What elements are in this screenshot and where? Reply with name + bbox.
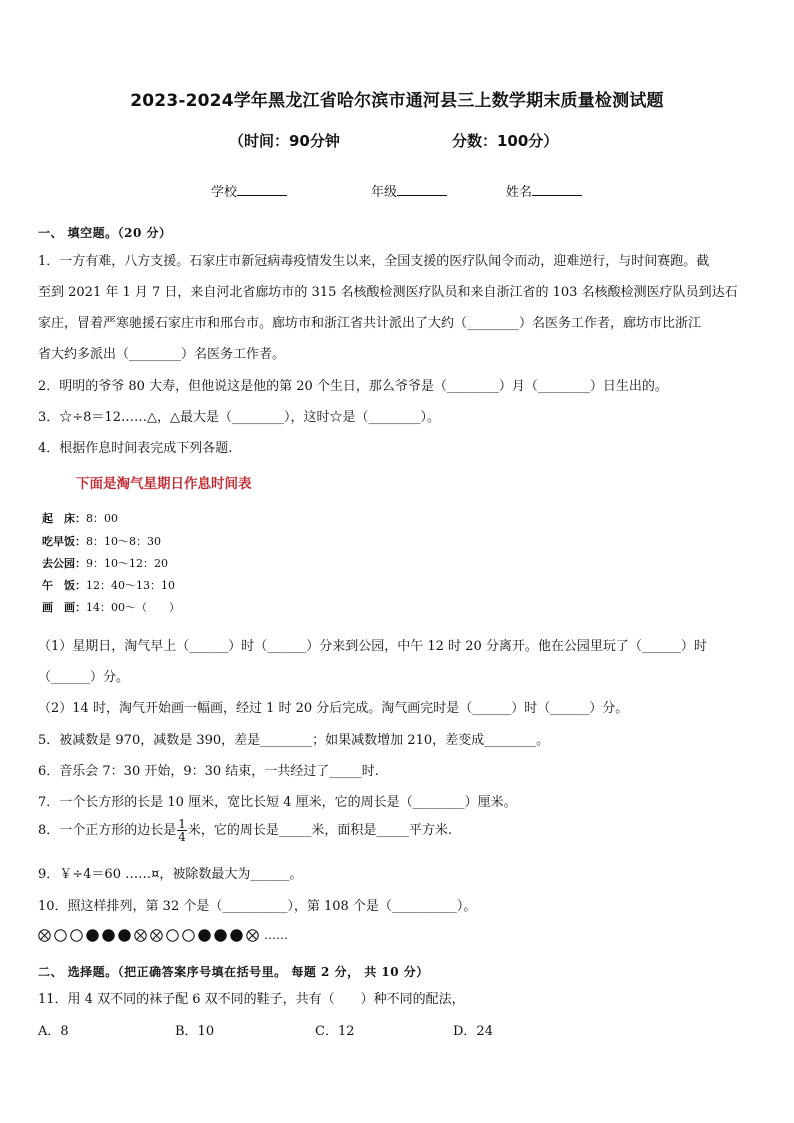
schedule-value: 14：00～（ ）: [86, 601, 180, 614]
section-1-heading: 一、 填空题。（20 分）: [38, 226, 172, 240]
option-b[interactable]: B．10: [175, 1024, 215, 1039]
q4-sub2: （2）14 时，淘气开始画一幅画，经过 1 时 20 分后完成。淘气画完时是（______）时（______）分。: [38, 701, 629, 716]
school-field: [211, 181, 287, 200]
grade-blank[interactable]: [397, 181, 447, 196]
option-d[interactable]: D．24: [453, 1024, 493, 1039]
schedule-label: 吃早饭：: [42, 535, 86, 548]
school-label: 学校: [211, 185, 238, 200]
schedule-title: 下面是淘气星期日作息时间表: [76, 476, 252, 492]
schedule-row: [42, 510, 118, 526]
schedule-value: 8：00: [86, 512, 118, 525]
option-c[interactable]: C．12: [315, 1024, 355, 1039]
schedule-row: [42, 555, 168, 571]
q6: 6．音乐会 7：30 开始，9：30 结束，一共经过了_____时.: [38, 764, 379, 779]
name-blank[interactable]: [532, 181, 582, 196]
filled-circle-icon: [86, 929, 99, 942]
pattern-sequence: [38, 928, 288, 942]
schedule-label: 起 床：: [42, 512, 86, 525]
filled-circle-icon: [230, 929, 243, 942]
exam-score: 分数：100分）: [452, 132, 559, 150]
q8-prefix: 8．一个正方形的边长是: [38, 823, 177, 838]
schedule-label: 去公园：: [42, 557, 86, 570]
schedule-value: 8：10～8：30: [86, 535, 161, 548]
schedule-value: 9：10～12：20: [86, 557, 168, 570]
q11-text: 11．用 4 双不同的袜子配 6 双不同的鞋子，共有（ ）种不同的配法，: [38, 992, 465, 1007]
option-a[interactable]: A．8: [38, 1024, 69, 1039]
name-label: 姓名: [506, 185, 533, 200]
q7: 7．一个长方形的长是 10 厘米，宽比长短 4 厘米，它的周长是（________）厘米。: [38, 795, 517, 810]
schedule-row: [42, 577, 175, 593]
fraction-numerator: 1: [178, 817, 186, 831]
school-blank[interactable]: [237, 181, 287, 196]
q2: 2．明明的爷爷 80 大寿，但他说这是他的第 20 个生日，那么爷爷是（________）月（________）日生出的。: [38, 379, 668, 394]
schedule-row: [42, 599, 180, 615]
name-field: [506, 181, 582, 200]
page-title: 2023-2024学年黑龙江省哈尔滨市通河县三上数学期末质量检测试题: [130, 91, 664, 111]
q10-text: 10．照这样排列，第 32 个是（__________），第 108 个是（__________）。: [38, 899, 477, 914]
schedule-row: [42, 533, 161, 549]
filled-circle-icon: [118, 929, 131, 942]
grade-label: 年级: [371, 185, 398, 200]
q1-line3: 家庄，冒着严寒驰援石家庄市和邢台市。廊坊市和浙江省共计派出了大约（________）名医务工作者，廊坊市比浙江: [38, 316, 702, 331]
q8: [38, 818, 452, 843]
fraction-denominator: 4: [178, 830, 186, 844]
filled-circle-icon: [214, 929, 227, 942]
empty-circle-icon: [182, 929, 195, 942]
pattern-ellipsis: ……: [264, 928, 288, 942]
crossed-circle-icon: [246, 929, 259, 942]
q5: 5．被减数是 970，减数是 390，差是________；如果减数增加 210，差变成________。: [38, 733, 550, 748]
q4-sub1-line1: （1）星期日，淘气早上（______）时（______）分来到公园，中午 12 时 20 分离开。他在公园里玩了（______）时: [38, 639, 707, 654]
filled-circle-icon: [102, 929, 115, 942]
grade-field: [371, 181, 447, 200]
filled-circle-icon: [198, 929, 211, 942]
schedule-label: 画 画：: [42, 601, 86, 614]
q8-suffix: 米，它的周长是_____米，面积是_____平方米.: [187, 823, 453, 838]
q1-line1: 1．一方有难，八方支援。石家庄市新冠病毒疫情发生以来，全国支援的医疗队闻令而动，迎难逆行，与时间赛跑。截: [38, 254, 710, 269]
crossed-circle-icon: [134, 929, 147, 942]
q9: 9．￥÷4＝60 ……¤，被除数最大为______。: [38, 867, 303, 882]
crossed-circle-icon: [150, 929, 163, 942]
q3: 3．☆÷8＝12……△，△最大是（________），这时☆是（________）。: [38, 410, 440, 425]
exam-time: （时间：90分钟: [229, 132, 340, 150]
section-2-heading: 二、 选择题。（把正确答案序号填在括号里。 每题 2 分， 共 10 分）: [38, 965, 429, 979]
q1-line2: 至到 2021 年 1 月 7 日，来自河北省廊坊市的 315 名核酸检测医疗队员和来自浙江省的 103 名核酸检测医疗队员到达石: [38, 285, 738, 300]
crossed-circle-icon: [38, 929, 51, 942]
q1-line4: 省大约多派出（________）名医务工作者。: [38, 347, 286, 362]
empty-circle-icon: [166, 929, 179, 942]
schedule-value: 12：40～13：10: [86, 579, 175, 592]
empty-circle-icon: [70, 929, 83, 942]
q8-fraction: [177, 818, 187, 843]
empty-circle-icon: [54, 929, 67, 942]
q4-text: 4．根据作息时间表完成下列各题.: [38, 441, 233, 456]
q4-sub1-line2: （______）分。: [38, 670, 130, 685]
schedule-label: 午 饭：: [42, 579, 86, 592]
